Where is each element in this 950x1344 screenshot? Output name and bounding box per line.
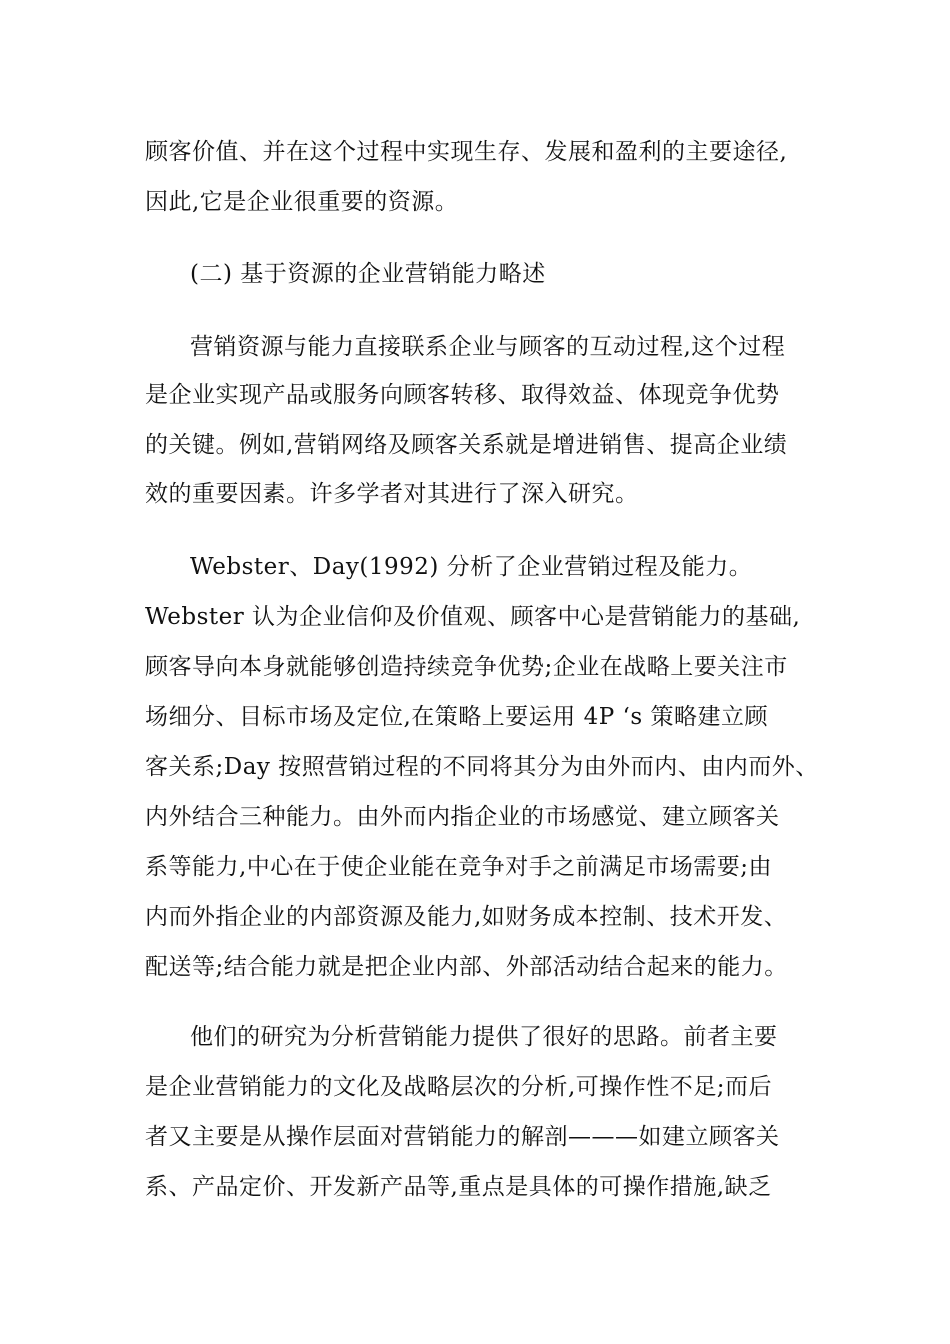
paragraph-line: 顾客价值、并在这个过程中实现生存、发展和盈利的主要途径, [145, 139, 788, 165]
paragraph-line: 内而外指企业的内部资源及能力,如财务成本控制、技术开发、 [145, 904, 788, 930]
paragraph-line: 效的重要因素。许多学者对其进行了深入研究。 [145, 481, 639, 507]
paragraph-line: 者又主要是从操作层面对营销能力的解剖———如建立顾客关 [145, 1124, 780, 1150]
paragraph-line: 内外结合三种能力。由外而内指企业的市场感觉、建立顾客关 [145, 804, 780, 830]
paragraph-line: 系、产品定价、开发新产品等,重点是具体的可操作措施,缺乏 [145, 1174, 772, 1200]
paragraph-line: 是企业营销能力的文化及战略层次的分析,可操作性不足;而后 [145, 1074, 773, 1100]
paragraph-line: 因此,它是企业很重要的资源。 [145, 189, 459, 215]
paragraph-line: 客关系;Day 按照营销过程的不同将其分为由外而内、由内而外、 [145, 754, 819, 780]
paragraph-line: 的关键。例如,营销网络及顾客关系就是增进销售、提高企业绩 [145, 432, 788, 458]
paragraph-line: 营销资源与能力直接联系企业与顾客的互动过程,这个过程 [190, 334, 786, 360]
paragraph-line: 场细分、目标市场及定位,在策略上要运用 4P ‘s 策略建立顾 [145, 704, 768, 730]
paragraph-line: 是企业实现产品或服务向顾客转移、取得效益、体现竞争优势 [145, 382, 780, 408]
paragraph-line: 系等能力,中心在于使企业能在竞争对手之前满足市场需要;由 [145, 854, 773, 880]
paragraph-line: Webster、Day(1992) 分析了企业营销过程及能力。 [190, 554, 753, 580]
paragraph-line: 顾客导向本身就能够创造持续竞争优势;企业在战略上要关注市 [145, 654, 788, 680]
paragraph-line: 配送等;结合能力就是把企业内部、外部活动结合起来的能力。 [145, 954, 788, 980]
paragraph-line: Webster 认为企业信仰及价值观、顾客中心是营销能力的基础, [145, 604, 801, 630]
section-heading: (二) 基于资源的企业营销能力略述 [190, 261, 546, 287]
paragraph-line: 他们的研究为分析营销能力提供了很好的思路。前者主要 [190, 1024, 778, 1050]
